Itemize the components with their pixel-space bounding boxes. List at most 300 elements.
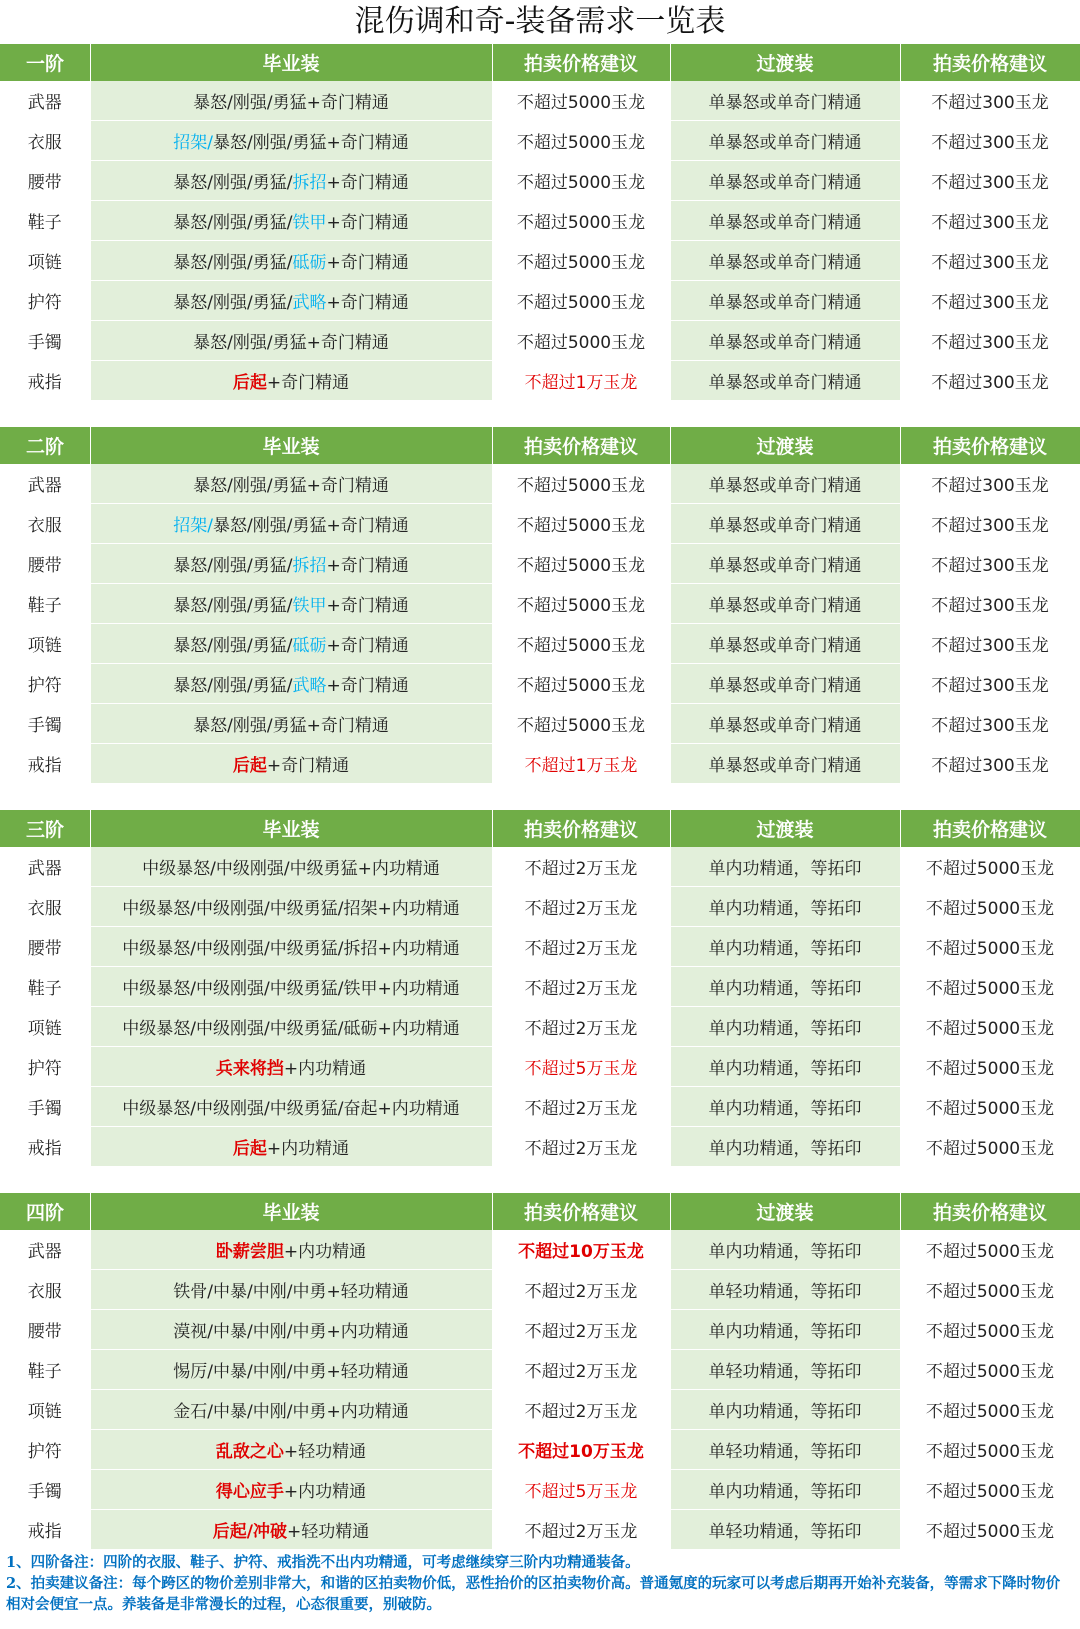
text-segment: 中级暴怒/中级刚强/中级勇猛/拆招+内功精通	[122, 939, 460, 959]
table-row	[0, 544, 1080, 584]
graduation-header: 毕业装	[90, 810, 492, 847]
text-segment: 暴怒/刚强/勇猛/	[173, 596, 293, 616]
table-row	[0, 241, 1080, 281]
price-cell	[492, 887, 670, 927]
text-segment: 乱敌之心	[215, 1442, 284, 1462]
transition-price-header: 拍卖价格建议	[900, 810, 1080, 847]
text-segment: 不超过2万玉龙	[524, 1282, 638, 1302]
graduation-gear-cell	[90, 1510, 492, 1550]
slot-cell: 护符	[0, 1047, 90, 1087]
transition-gear-cell: 单暴怒或单奇门精通	[670, 321, 900, 361]
transition-header: 过渡装	[670, 1193, 900, 1230]
graduation-header: 毕业装	[90, 44, 492, 81]
transition-price-cell: 不超过5000玉龙	[900, 1087, 1080, 1127]
text-segment: 不超过5万玉龙	[524, 1482, 638, 1502]
text-segment: 中级暴怒/中级刚强/中级勇猛+内功精通	[142, 859, 440, 879]
transition-gear-cell: 单暴怒或单奇门精通	[670, 121, 900, 161]
text-segment: 暴怒/刚强/勇猛+奇门精通	[213, 133, 409, 153]
notes	[0, 1550, 1080, 1615]
graduation-gear-cell	[90, 1047, 492, 1087]
section-gap	[0, 784, 1080, 810]
table-row	[0, 704, 1080, 744]
text-segment: 暴怒/刚强/勇猛/	[173, 676, 293, 696]
table-row	[0, 1510, 1080, 1550]
transition-gear-cell: 单暴怒或单奇门精通	[670, 624, 900, 664]
note-1: 1、四阶备注：四阶的衣服、鞋子、护符、戒指洗不出内功精通，可考虑继续穿三阶内功精通装备。	[6, 1554, 640, 1571]
slot-cell: 衣服	[0, 1270, 90, 1310]
transition-gear-cell: 单内功精通，等拓印	[670, 1047, 900, 1087]
text-segment: +奇门精通	[326, 636, 409, 656]
text-segment: +奇门精通	[266, 756, 350, 776]
transition-gear-cell: 单内功精通，等拓印	[670, 1390, 900, 1430]
text-segment: 不超过2万玉龙	[524, 1099, 638, 1119]
transition-price-cell: 不超过5000玉龙	[900, 847, 1080, 887]
tier-table-3	[0, 810, 1080, 1167]
graduation-gear-cell	[90, 544, 492, 584]
price-cell	[492, 161, 670, 201]
price-cell	[492, 744, 670, 784]
price-cell	[492, 1470, 670, 1510]
slot-cell: 腰带	[0, 544, 90, 584]
slot-cell: 戒指	[0, 744, 90, 784]
text-segment: 武略	[292, 293, 327, 313]
text-segment: 不超过10万玉龙	[518, 1442, 644, 1462]
table-row	[0, 1230, 1080, 1270]
price-cell	[492, 967, 670, 1007]
text-segment: 不超过5000玉龙	[516, 716, 646, 736]
transition-gear-cell: 单暴怒或单奇门精通	[670, 161, 900, 201]
transition-gear-cell: 单暴怒或单奇门精通	[670, 241, 900, 281]
text-segment: 不超过5000玉龙	[516, 93, 646, 113]
graduation-gear-cell	[90, 241, 492, 281]
transition-gear-cell: 单暴怒或单奇门精通	[670, 201, 900, 241]
price-header: 拍卖价格建议	[492, 1193, 670, 1230]
graduation-gear-cell	[90, 201, 492, 241]
text-segment: 招架/	[173, 133, 214, 153]
transition-price-header: 拍卖价格建议	[900, 1193, 1080, 1230]
tier-label: 二阶	[0, 427, 90, 464]
slot-cell: 手镯	[0, 1087, 90, 1127]
transition-price-cell: 不超过300玉龙	[900, 161, 1080, 201]
table-row	[0, 967, 1080, 1007]
text-segment: 不超过2万玉龙	[524, 939, 638, 959]
text-segment: +奇门精通	[326, 253, 409, 273]
transition-gear-cell: 单内功精通，等拓印	[670, 887, 900, 927]
tier-table-4	[0, 1193, 1080, 1550]
transition-price-cell: 不超过300玉龙	[900, 81, 1080, 121]
graduation-header: 毕业装	[90, 1193, 492, 1230]
transition-price-cell: 不超过300玉龙	[900, 664, 1080, 704]
header-row	[0, 1193, 1080, 1230]
transition-price-cell: 不超过5000玉龙	[900, 1470, 1080, 1510]
text-segment: 不超过2万玉龙	[524, 1019, 638, 1039]
text-segment: 惕厉/中暴/中刚/中勇+轻功精通	[173, 1362, 409, 1382]
slot-cell: 腰带	[0, 161, 90, 201]
price-header: 拍卖价格建议	[492, 810, 670, 847]
transition-header: 过渡装	[670, 810, 900, 847]
text-segment: 暴怒/刚强/勇猛+奇门精通	[193, 716, 389, 736]
text-segment: 暴怒/刚强/勇猛/	[173, 293, 293, 313]
text-segment: 不超过5000玉龙	[516, 173, 646, 193]
graduation-gear-cell	[90, 161, 492, 201]
tier-table-2	[0, 427, 1080, 784]
text-segment: 不超过2万玉龙	[524, 1402, 638, 1422]
price-header: 拍卖价格建议	[492, 44, 670, 81]
text-segment: 不超过1万玉龙	[524, 756, 638, 776]
graduation-gear-cell	[90, 584, 492, 624]
text-segment: 暴怒/刚强/勇猛/	[173, 636, 293, 656]
transition-price-cell: 不超过5000玉龙	[900, 927, 1080, 967]
text-segment: 不超过1万玉龙	[524, 373, 638, 393]
graduation-gear-cell	[90, 1390, 492, 1430]
table-row	[0, 1127, 1080, 1167]
transition-price-cell: 不超过5000玉龙	[900, 1390, 1080, 1430]
transition-gear-cell: 单内功精通，等拓印	[670, 1310, 900, 1350]
slot-cell: 项链	[0, 241, 90, 281]
transition-price-cell: 不超过5000玉龙	[900, 1270, 1080, 1310]
price-cell	[492, 1430, 670, 1470]
table-row	[0, 927, 1080, 967]
slot-cell: 项链	[0, 624, 90, 664]
slot-cell: 衣服	[0, 504, 90, 544]
text-segment: 砥砺	[292, 636, 327, 656]
table-row	[0, 321, 1080, 361]
text-segment: 不超过5万玉龙	[524, 1059, 638, 1079]
graduation-gear-cell	[90, 664, 492, 704]
price-header: 拍卖价格建议	[492, 427, 670, 464]
text-segment: 不超过5000玉龙	[516, 213, 646, 233]
table-row	[0, 584, 1080, 624]
text-segment: 不超过2万玉龙	[524, 899, 638, 919]
text-segment: 铁甲	[292, 596, 327, 616]
text-segment: 暴怒/刚强/勇猛/	[173, 253, 293, 273]
graduation-gear-cell	[90, 281, 492, 321]
graduation-gear-cell	[90, 1430, 492, 1470]
slot-cell: 戒指	[0, 361, 90, 401]
page-title: 混伤调和奇-装备需求一览表	[354, 4, 726, 39]
slot-cell: 手镯	[0, 704, 90, 744]
slot-cell: 腰带	[0, 1310, 90, 1350]
slot-cell: 戒指	[0, 1510, 90, 1550]
text-segment: +奇门精通	[326, 556, 409, 576]
note-2: 2、拍卖建议备注：每个跨区的物价差别非常大，和谐的区拍卖物价低，恶性抬价的区拍卖物价高。普通氪度的玩家可以考虑后期再开始补充装备，等需求下降时物价相对会便宜一点。养装备是非常漫长的过程，心态很重要，别破防。	[6, 1575, 1061, 1613]
text-segment: 不超过5000玉龙	[516, 293, 646, 313]
header-row	[0, 427, 1080, 464]
transition-price-cell: 不超过300玉龙	[900, 281, 1080, 321]
graduation-gear-cell	[90, 927, 492, 967]
slot-cell: 项链	[0, 1007, 90, 1047]
transition-price-cell: 不超过300玉龙	[900, 464, 1080, 504]
transition-price-cell: 不超过5000玉龙	[900, 967, 1080, 1007]
text-segment: 拆招	[292, 556, 327, 576]
graduation-gear-cell	[90, 847, 492, 887]
table-row	[0, 1430, 1080, 1470]
graduation-gear-cell	[90, 361, 492, 401]
table-row	[0, 1470, 1080, 1510]
price-cell	[492, 1127, 670, 1167]
text-segment: 金石/中暴/中刚/中勇+内功精通	[173, 1402, 409, 1422]
price-cell	[492, 1510, 670, 1550]
table-row	[0, 887, 1080, 927]
text-segment: 暴怒/刚强/勇猛+奇门精通	[213, 516, 409, 536]
transition-gear-cell: 单轻功精通，等拓印	[670, 1350, 900, 1390]
slot-cell: 衣服	[0, 121, 90, 161]
transition-gear-cell: 单轻功精通，等拓印	[670, 1430, 900, 1470]
price-cell	[492, 1270, 670, 1310]
text-segment: 后起	[232, 373, 267, 393]
text-segment: 不超过5000玉龙	[516, 253, 646, 273]
transition-price-cell: 不超过5000玉龙	[900, 1230, 1080, 1270]
slot-cell: 腰带	[0, 927, 90, 967]
text-segment: 漠视/中暴/中刚/中勇+内功精通	[173, 1322, 409, 1342]
text-segment: 中级暴怒/中级刚强/中级勇猛/砥砺+内功精通	[122, 1019, 460, 1039]
text-segment: 不超过5000玉龙	[516, 596, 646, 616]
price-cell	[492, 1390, 670, 1430]
transition-price-cell: 不超过300玉龙	[900, 624, 1080, 664]
text-segment: +内功精通	[266, 1139, 350, 1159]
graduation-gear-cell	[90, 1310, 492, 1350]
transition-gear-cell: 单轻功精通，等拓印	[670, 1270, 900, 1310]
transition-gear-cell: 单内功精通，等拓印	[670, 1087, 900, 1127]
graduation-gear-cell	[90, 1350, 492, 1390]
transition-gear-cell: 单暴怒或单奇门精通	[670, 664, 900, 704]
transition-gear-cell: 单轻功精通，等拓印	[670, 1510, 900, 1550]
tier-tables	[0, 44, 1080, 1550]
price-cell	[492, 241, 670, 281]
transition-price-cell: 不超过5000玉龙	[900, 1007, 1080, 1047]
graduation-gear-cell	[90, 81, 492, 121]
text-segment: 不超过5000玉龙	[516, 636, 646, 656]
text-segment: 后起	[232, 756, 267, 776]
tier-table-1	[0, 44, 1080, 401]
text-segment: 砥砺	[292, 253, 327, 273]
graduation-gear-cell	[90, 504, 492, 544]
price-cell	[492, 281, 670, 321]
graduation-gear-cell	[90, 1230, 492, 1270]
transition-gear-cell: 单暴怒或单奇门精通	[670, 281, 900, 321]
table-row	[0, 201, 1080, 241]
graduation-gear-cell	[90, 121, 492, 161]
table-row	[0, 624, 1080, 664]
graduation-gear-cell	[90, 624, 492, 664]
text-segment: 中级暴怒/中级刚强/中级勇猛/奋起+内功精通	[122, 1099, 460, 1119]
tier-label: 三阶	[0, 810, 90, 847]
table-row	[0, 281, 1080, 321]
text-segment: +轻功精通	[286, 1522, 370, 1542]
price-cell	[492, 927, 670, 967]
transition-price-cell: 不超过300玉龙	[900, 704, 1080, 744]
price-cell	[492, 1350, 670, 1390]
text-segment: +奇门精通	[326, 213, 409, 233]
header-row	[0, 44, 1080, 81]
price-cell	[492, 544, 670, 584]
text-segment: +奇门精通	[326, 596, 409, 616]
text-segment: +内功精通	[283, 1482, 367, 1502]
transition-gear-cell: 单暴怒或单奇门精通	[670, 464, 900, 504]
table-row	[0, 1007, 1080, 1047]
table-row	[0, 361, 1080, 401]
transition-gear-cell: 单内功精通，等拓印	[670, 847, 900, 887]
table-row	[0, 121, 1080, 161]
slot-cell: 护符	[0, 1430, 90, 1470]
text-segment: 招架/	[173, 516, 214, 536]
text-segment: 暴怒/刚强/勇猛+奇门精通	[193, 476, 389, 496]
table-row	[0, 1047, 1080, 1087]
text-segment: 暴怒/刚强/勇猛+奇门精通	[193, 333, 389, 353]
text-segment: 不超过2万玉龙	[524, 1139, 638, 1159]
graduation-gear-cell	[90, 1087, 492, 1127]
transition-price-cell: 不超过5000玉龙	[900, 1047, 1080, 1087]
graduation-gear-cell	[90, 1127, 492, 1167]
slot-cell: 武器	[0, 1230, 90, 1270]
price-cell	[492, 504, 670, 544]
transition-price-cell: 不超过300玉龙	[900, 544, 1080, 584]
graduation-header: 毕业装	[90, 427, 492, 464]
price-cell	[492, 624, 670, 664]
transition-gear-cell: 单内功精通，等拓印	[670, 1127, 900, 1167]
transition-gear-cell: 单暴怒或单奇门精通	[670, 704, 900, 744]
transition-price-cell: 不超过300玉龙	[900, 584, 1080, 624]
price-cell	[492, 321, 670, 361]
table-row	[0, 1390, 1080, 1430]
slot-cell: 武器	[0, 464, 90, 504]
text-segment: 暴怒/刚强/勇猛/	[173, 173, 293, 193]
transition-price-cell: 不超过5000玉龙	[900, 1127, 1080, 1167]
price-cell	[492, 1230, 670, 1270]
graduation-gear-cell	[90, 1007, 492, 1047]
transition-gear-cell: 单内功精通，等拓印	[670, 967, 900, 1007]
price-cell	[492, 704, 670, 744]
transition-gear-cell: 单暴怒或单奇门精通	[670, 81, 900, 121]
text-segment: 铁骨/中暴/中刚/中勇+轻功精通	[173, 1282, 409, 1302]
graduation-gear-cell	[90, 887, 492, 927]
text-segment: 兵来将挡	[215, 1059, 284, 1079]
text-segment: 不超过5000玉龙	[516, 133, 646, 153]
transition-gear-cell: 单暴怒或单奇门精通	[670, 504, 900, 544]
transition-price-header: 拍卖价格建议	[900, 44, 1080, 81]
price-cell	[492, 81, 670, 121]
text-segment: +奇门精通	[326, 676, 409, 696]
table-row	[0, 504, 1080, 544]
table-row	[0, 847, 1080, 887]
text-segment: 中级暴怒/中级刚强/中级勇猛/招架+内功精通	[122, 899, 460, 919]
text-segment: 不超过10万玉龙	[518, 1242, 644, 1262]
slot-cell: 衣服	[0, 887, 90, 927]
text-segment: 不超过2万玉龙	[524, 979, 638, 999]
text-segment: 拆招	[292, 173, 327, 193]
slot-cell: 戒指	[0, 1127, 90, 1167]
text-segment: 暴怒/刚强/勇猛/	[173, 213, 293, 233]
graduation-gear-cell	[90, 1470, 492, 1510]
table-row	[0, 81, 1080, 121]
price-cell	[492, 361, 670, 401]
price-cell	[492, 201, 670, 241]
text-segment: 后起/冲破	[212, 1522, 287, 1542]
text-segment: +内功精通	[283, 1059, 367, 1079]
transition-price-cell: 不超过300玉龙	[900, 121, 1080, 161]
text-segment: 铁甲	[292, 213, 327, 233]
price-cell	[492, 464, 670, 504]
text-segment: 得心应手	[215, 1482, 284, 1502]
text-segment: 不超过5000玉龙	[516, 516, 646, 536]
price-cell	[492, 664, 670, 704]
table-row	[0, 161, 1080, 201]
transition-header: 过渡装	[670, 44, 900, 81]
graduation-gear-cell	[90, 464, 492, 504]
text-segment: 不超过5000玉龙	[516, 476, 646, 496]
table-row	[0, 1087, 1080, 1127]
slot-cell: 项链	[0, 1390, 90, 1430]
price-cell	[492, 1047, 670, 1087]
transition-price-header: 拍卖价格建议	[900, 427, 1080, 464]
table-row	[0, 1270, 1080, 1310]
transition-gear-cell: 单内功精通，等拓印	[670, 1230, 900, 1270]
price-cell	[492, 1087, 670, 1127]
text-segment: 武略	[292, 676, 327, 696]
slot-cell: 护符	[0, 281, 90, 321]
text-segment: +轻功精通	[283, 1442, 367, 1462]
text-segment: 不超过2万玉龙	[524, 1362, 638, 1382]
price-cell	[492, 1310, 670, 1350]
transition-price-cell: 不超过300玉龙	[900, 201, 1080, 241]
text-segment: +奇门精通	[326, 173, 409, 193]
transition-gear-cell: 单暴怒或单奇门精通	[670, 744, 900, 784]
slot-cell: 武器	[0, 847, 90, 887]
transition-price-cell: 不超过300玉龙	[900, 321, 1080, 361]
text-segment: 暴怒/刚强/勇猛/	[173, 556, 293, 576]
transition-gear-cell: 单暴怒或单奇门精通	[670, 361, 900, 401]
graduation-gear-cell	[90, 321, 492, 361]
graduation-gear-cell	[90, 704, 492, 744]
graduation-gear-cell	[90, 744, 492, 784]
slot-cell: 鞋子	[0, 201, 90, 241]
transition-gear-cell: 单内功精通，等拓印	[670, 1007, 900, 1047]
graduation-gear-cell	[90, 967, 492, 1007]
section-gap	[0, 1167, 1080, 1193]
text-segment: 中级暴怒/中级刚强/中级勇猛/铁甲+内功精通	[122, 979, 460, 999]
slot-cell: 手镯	[0, 1470, 90, 1510]
price-cell	[492, 1007, 670, 1047]
price-cell	[492, 584, 670, 624]
transition-price-cell: 不超过300玉龙	[900, 241, 1080, 281]
text-segment: +内功精通	[283, 1242, 367, 1262]
tier-label: 一阶	[0, 44, 90, 81]
text-segment: 不超过5000玉龙	[516, 676, 646, 696]
transition-gear-cell: 单暴怒或单奇门精通	[670, 544, 900, 584]
slot-cell: 鞋子	[0, 1350, 90, 1390]
table-row	[0, 664, 1080, 704]
table-row	[0, 744, 1080, 784]
slot-cell: 护符	[0, 664, 90, 704]
transition-gear-cell: 单暴怒或单奇门精通	[670, 584, 900, 624]
text-segment: 暴怒/刚强/勇猛+奇门精通	[193, 93, 389, 113]
transition-price-cell: 不超过5000玉龙	[900, 1430, 1080, 1470]
text-segment: +奇门精通	[266, 373, 350, 393]
transition-price-cell: 不超过5000玉龙	[900, 1350, 1080, 1390]
transition-header: 过渡装	[670, 427, 900, 464]
table-row	[0, 1350, 1080, 1390]
text-segment: 后起	[232, 1139, 267, 1159]
transition-price-cell: 不超过300玉龙	[900, 744, 1080, 784]
text-segment: 不超过2万玉龙	[524, 1322, 638, 1342]
slot-cell: 手镯	[0, 321, 90, 361]
text-segment: 不超过5000玉龙	[516, 556, 646, 576]
section-gap	[0, 401, 1080, 427]
text-segment: 不超过2万玉龙	[524, 859, 638, 879]
slot-cell: 鞋子	[0, 967, 90, 1007]
transition-gear-cell: 单内功精通，等拓印	[670, 927, 900, 967]
transition-price-cell: 不超过5000玉龙	[900, 1510, 1080, 1550]
